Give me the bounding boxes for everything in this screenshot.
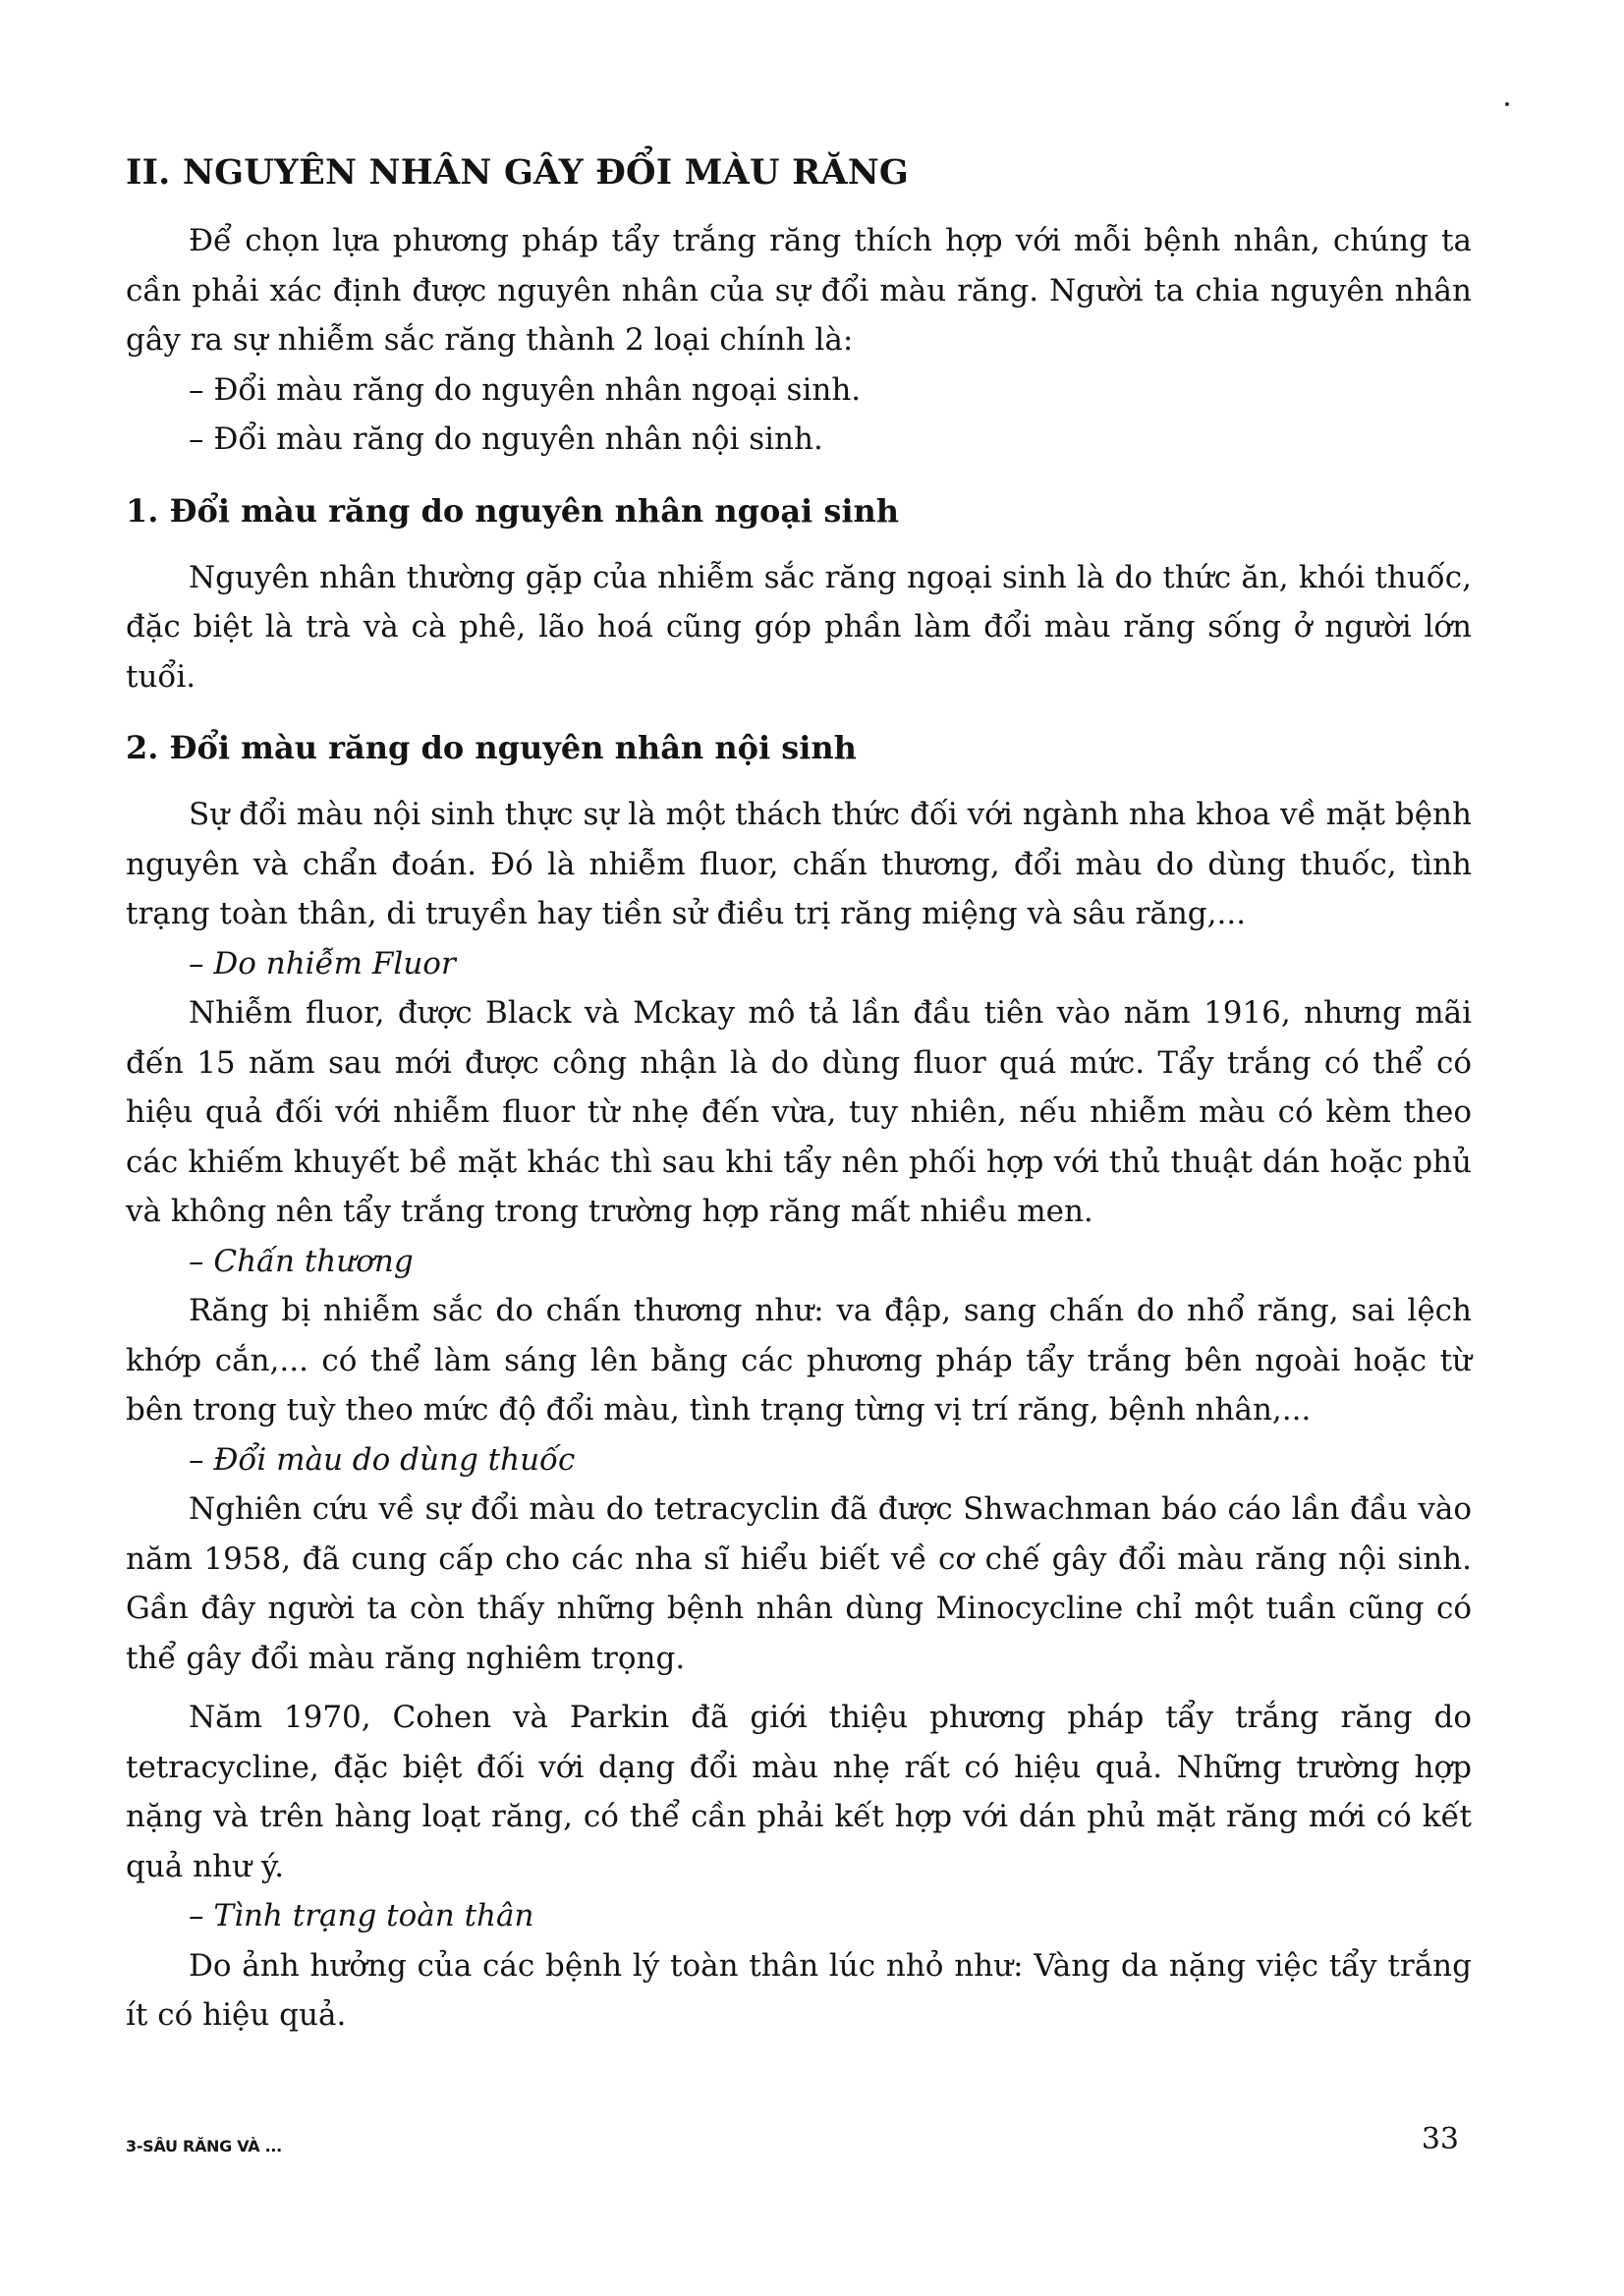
drug-paragraph-2: Năm 1970, Cohen và Parkin đã giới thiệu phương pháp tẩy trắng răng do tetracycline, đặc biệt đối với dạng đổi màu nhẹ rất có hiệu quả. Những trường hợp nặng và trên hàng loạt răng, có thể cần phải kết hợp với dán phủ mặt răng mới có kết quả như ý. [126, 1700, 1472, 1884]
subheading-fluor: – Do nhiễm Fluor [189, 945, 456, 981]
fluor-paragraph: Nhiễm fluor, được Black và Mckay mô tả lần đầu tiên vào năm 1916, nhưng mãi đến 15 năm sau mới được công nhận là do dùng fluor quá mức. Tẩy trắng có thể có hiệu quả đối với nhiễm fluor từ nhẹ đến vừa, tuy nhiên, nếu nhiễm màu có kèm theo các khiếm khuyết bề mặt khác thì sau khi tẩy nên phối hợp với thủ thuật dán hoặc phủ và không nên tẩy trắng trong trường hợp răng mất nhiều men. [126, 995, 1472, 1229]
footer-chapter-label: 3-SÂU RĂNG VÀ ... [126, 2137, 282, 2156]
section-2-paragraph: Sự đổi màu nội sinh thực sự là một thách thức đối với ngành nha khoa về mặt bệnh nguyên và chẩn đoán. Đó là nhiễm fluor, chấn thương, đổi màu do dùng thuốc, tình trạng toàn thân, di truyền hay tiền sử điều trị răng miệng và sâu răng,... [126, 797, 1472, 931]
subheading-trauma: – Chấn thương [189, 1243, 414, 1279]
section-1-paragraph: Nguyên nhân thường gặp của nhiễm sắc răng ngoại sinh là do thức ăn, khói thuốc, đặc biệt là trà và cà phê, lão hoá cũng góp phần làm đổi màu răng sống ở người lớn tuổi. [126, 559, 1472, 695]
intro-item-exogenous: – Đổi màu răng do nguyên nhân ngoại sinh. [189, 371, 862, 408]
paragraph-gap [126, 1683, 1472, 1693]
chapter-heading: II. NGUYÊN NHÂN GÂY ĐỔI MÀU RĂNG [126, 152, 909, 193]
subheading-systemic: – Tình trạng toàn thân [189, 1898, 534, 1933]
page-number: 33 [1421, 2122, 1459, 2156]
intro-paragraph: Để chọn lựa phương pháp tẩy trắng răng thích hợp với mỗi bệnh nhân, chúng ta cần phải xác định được nguyên nhân của sự đổi màu răng. Người ta chia nguyên nhân gây ra sự nhiễm sắc răng thành 2 loại chính là: [126, 223, 1472, 358]
section-2-heading: 2. Đổi màu răng do nguyên nhân nội sinh [126, 729, 857, 766]
section-1-heading: 1. Đổi màu răng do nguyên nhân ngoại sinh [126, 491, 900, 530]
subheading-drug: – Đổi màu do dùng thuốc [189, 1441, 576, 1478]
systemic-paragraph: Do ảnh hưởng của các bệnh lý toàn thân lúc nhỏ như: Vàng da nặng việc tẩy trắng ít có hiệu quả. [126, 1947, 1472, 2033]
drug-paragraph-1: Nghiên cứu về sự đổi màu do tetracyclin đã được Shwachman báo cáo lần đầu vào năm 1958, đã cung cấp cho các nha sĩ hiểu biết về cơ chế gây đổi màu răng nội sinh. Gần đây người ta còn thấy những bệnh nhân dùng Minocycline chỉ một tuần cũng có thể gây đổi màu răng nghiêm trọng. [126, 1491, 1472, 1676]
page-content [126, 147, 1472, 2041]
trauma-paragraph: Răng bị nhiễm sắc do chấn thương như: va đập, sang chấn do nhổ răng, sai lệch khớp cắn,... có thể làm sáng lên bằng các phương pháp tẩy trắng bên ngoài hoặc từ bên trong tuỳ theo mức độ đổi màu, tình trạng từng vị trí răng, bệnh nhân,... [126, 1293, 1472, 1428]
scan-speck [1505, 102, 1509, 106]
intro-item-endogenous: – Đổi màu răng do nguyên nhân nội sinh. [189, 421, 823, 457]
